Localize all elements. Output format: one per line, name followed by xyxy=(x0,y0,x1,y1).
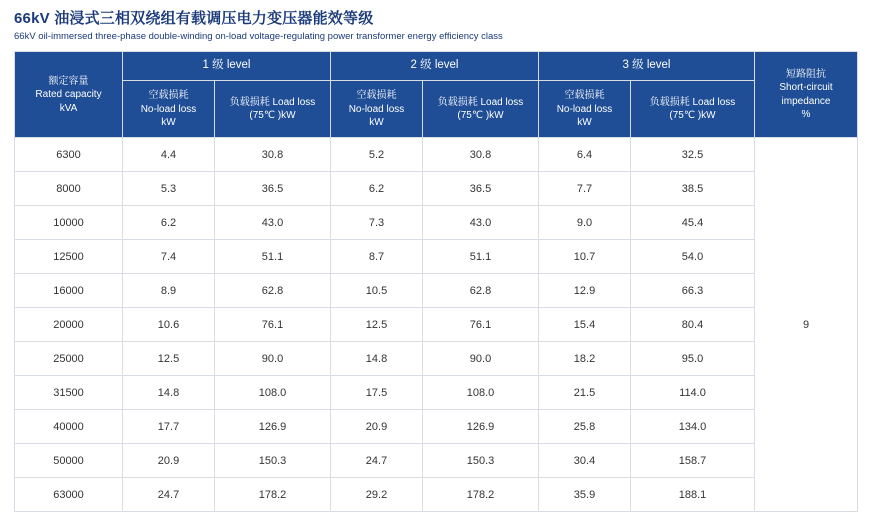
cell-l3-no-load: 18.2 xyxy=(539,342,631,376)
table-row xyxy=(15,240,858,274)
header-l1-no-load-zh: 空载损耗 xyxy=(148,90,189,102)
header-row-subs xyxy=(15,81,858,138)
cell-l1-no-load: 14.8 xyxy=(123,376,215,410)
cell-l3-no-load: 9.0 xyxy=(539,206,631,240)
header-rated-capacity-unit: kVA xyxy=(59,102,78,114)
cell-l1-no-load: 24.7 xyxy=(123,478,215,512)
cell-l1-load: 51.1 xyxy=(215,240,331,274)
cell-l1-load: 178.2 xyxy=(215,478,331,512)
cell-l3-load: 188.1 xyxy=(631,478,755,512)
cell-l2-no-load: 7.3 xyxy=(331,206,423,240)
table-row xyxy=(15,478,858,512)
header-l1-load-label: 负载损耗 Load loss xyxy=(229,96,316,108)
cell-l2-load: 108.0 xyxy=(423,376,539,410)
page-title-en: 66kV oil-immersed three-phase double-winding on-load voltage-regulating power transformer energy efficiency class xyxy=(14,31,503,42)
header-row-groups xyxy=(15,52,858,81)
cell-rated-capacity: 20000 xyxy=(15,308,123,342)
header-l3-no-load-unit: kW xyxy=(577,117,592,129)
cell-l3-load: 45.4 xyxy=(631,206,755,240)
header-l2-no-load-zh: 空载损耗 xyxy=(356,90,397,102)
cell-l2-load: 43.0 xyxy=(423,206,539,240)
header-l2-load-cond: (75℃ )kW xyxy=(457,110,504,122)
cell-l3-load: 114.0 xyxy=(631,376,755,410)
header-l3-no-load-loss xyxy=(539,81,631,138)
cell-rated-capacity: 40000 xyxy=(15,410,123,444)
cell-l3-no-load: 7.7 xyxy=(539,172,631,206)
header-rated-capacity-zh: 额定容量 xyxy=(48,75,89,87)
header-short-circuit-zh: 短路阻抗 xyxy=(786,68,826,80)
cell-l1-no-load: 7.4 xyxy=(123,240,215,274)
header-l1-load-cond: (75℃ )kW xyxy=(249,110,296,122)
cell-l2-load: 150.3 xyxy=(423,444,539,478)
table-row xyxy=(15,308,858,342)
cell-l3-load: 32.5 xyxy=(631,138,755,172)
cell-l2-no-load: 8.7 xyxy=(331,240,423,274)
cell-l2-load: 51.1 xyxy=(423,240,539,274)
cell-l2-load: 90.0 xyxy=(423,342,539,376)
cell-l2-load: 178.2 xyxy=(423,478,539,512)
cell-rated-capacity: 10000 xyxy=(15,206,123,240)
cell-l3-no-load: 12.9 xyxy=(539,274,631,308)
table-row xyxy=(15,274,858,308)
cell-l1-no-load: 4.4 xyxy=(123,138,215,172)
cell-rated-capacity: 25000 xyxy=(15,342,123,376)
cell-l3-load: 80.4 xyxy=(631,308,755,342)
header-l3-load-cond: (75℃ )kW xyxy=(669,110,716,122)
cell-l3-load: 158.7 xyxy=(631,444,755,478)
header-l2-load-label: 负载损耗 Load loss xyxy=(437,96,524,108)
header-level-1: 1 级 level xyxy=(123,52,331,81)
cell-l1-no-load: 20.9 xyxy=(123,444,215,478)
header-l3-no-load-en: No-load loss xyxy=(556,103,613,115)
cell-l3-no-load: 10.7 xyxy=(539,240,631,274)
cell-rated-capacity: 8000 xyxy=(15,172,123,206)
header-l1-load-loss xyxy=(215,81,331,138)
header-short-circuit-en: Short-circuit impedance xyxy=(779,82,833,107)
cell-l2-load: 126.9 xyxy=(423,410,539,444)
cell-l3-no-load: 30.4 xyxy=(539,444,631,478)
table-row xyxy=(15,342,858,376)
cell-l3-load: 38.5 xyxy=(631,172,755,206)
cell-rated-capacity: 63000 xyxy=(15,478,123,512)
header-l3-no-load-zh: 空载损耗 xyxy=(564,90,605,102)
header-l2-no-load-loss xyxy=(331,81,423,138)
cell-l1-load: 126.9 xyxy=(215,410,331,444)
cell-l2-no-load: 10.5 xyxy=(331,274,423,308)
table-row xyxy=(15,376,858,410)
cell-rated-capacity: 16000 xyxy=(15,274,123,308)
header-l2-load-loss xyxy=(423,81,539,138)
header-l2-no-load-unit: kW xyxy=(369,117,384,129)
cell-l2-load: 36.5 xyxy=(423,172,539,206)
cell-l1-no-load: 17.7 xyxy=(123,410,215,444)
cell-l3-no-load: 25.8 xyxy=(539,410,631,444)
cell-l2-no-load: 24.7 xyxy=(331,444,423,478)
table-body xyxy=(15,138,858,512)
cell-l1-no-load: 6.2 xyxy=(123,206,215,240)
energy-efficiency-table xyxy=(14,51,858,512)
cell-rated-capacity: 50000 xyxy=(15,444,123,478)
cell-l1-load: 150.3 xyxy=(215,444,331,478)
cell-l3-no-load: 35.9 xyxy=(539,478,631,512)
cell-l3-load: 54.0 xyxy=(631,240,755,274)
cell-l3-load: 134.0 xyxy=(631,410,755,444)
cell-l1-load: 62.8 xyxy=(215,274,331,308)
cell-l2-load: 62.8 xyxy=(423,274,539,308)
cell-l3-no-load: 6.4 xyxy=(539,138,631,172)
cell-l1-no-load: 5.3 xyxy=(123,172,215,206)
page-title-zh: 66kV 油浸式三相双绕组有载调压电力变压器能效等级 xyxy=(14,10,374,27)
header-rated-capacity-en: Rated capacity xyxy=(35,89,102,101)
cell-l1-load: 36.5 xyxy=(215,172,331,206)
header-l1-no-load-unit: kW xyxy=(161,117,176,129)
table-row xyxy=(15,410,858,444)
cell-l1-no-load: 10.6 xyxy=(123,308,215,342)
cell-l1-load: 43.0 xyxy=(215,206,331,240)
table-header xyxy=(15,52,858,138)
cell-l1-no-load: 8.9 xyxy=(123,274,215,308)
cell-l1-load: 90.0 xyxy=(215,342,331,376)
header-short-circuit-unit: % xyxy=(801,109,811,121)
table-row xyxy=(15,172,858,206)
header-level-3: 3 级 level xyxy=(539,52,755,81)
header-short-circuit-impedance xyxy=(755,52,858,138)
header-l3-load-label: 负载损耗 Load loss xyxy=(649,96,736,108)
cell-l1-load: 108.0 xyxy=(215,376,331,410)
cell-l2-no-load: 20.9 xyxy=(331,410,423,444)
table-row xyxy=(15,444,858,478)
cell-l3-no-load: 21.5 xyxy=(539,376,631,410)
cell-l2-no-load: 29.2 xyxy=(331,478,423,512)
table-row xyxy=(15,206,858,240)
header-l3-load-loss xyxy=(631,81,755,138)
cell-l3-load: 66.3 xyxy=(631,274,755,308)
header-l1-no-load-en: No-load loss xyxy=(140,103,197,115)
cell-l2-no-load: 5.2 xyxy=(331,138,423,172)
cell-l2-load: 30.8 xyxy=(423,138,539,172)
cell-rated-capacity: 12500 xyxy=(15,240,123,274)
cell-l3-no-load: 15.4 xyxy=(539,308,631,342)
cell-rated-capacity: 6300 xyxy=(15,138,123,172)
cell-l1-no-load: 12.5 xyxy=(123,342,215,376)
header-rated-capacity xyxy=(15,52,123,138)
header-level-2: 2 级 level xyxy=(331,52,539,81)
cell-l2-load: 76.1 xyxy=(423,308,539,342)
cell-l1-load: 30.8 xyxy=(215,138,331,172)
header-l1-no-load-loss xyxy=(123,81,215,138)
cell-rated-capacity: 31500 xyxy=(15,376,123,410)
table-row xyxy=(15,138,858,172)
cell-l3-load: 95.0 xyxy=(631,342,755,376)
cell-l1-load: 76.1 xyxy=(215,308,331,342)
cell-l2-no-load: 14.8 xyxy=(331,342,423,376)
cell-l2-no-load: 12.5 xyxy=(331,308,423,342)
cell-l2-no-load: 6.2 xyxy=(331,172,423,206)
cell-short-circuit-impedance: 9 xyxy=(755,138,858,512)
header-l2-no-load-en: No-load loss xyxy=(348,103,405,115)
cell-l2-no-load: 17.5 xyxy=(331,376,423,410)
